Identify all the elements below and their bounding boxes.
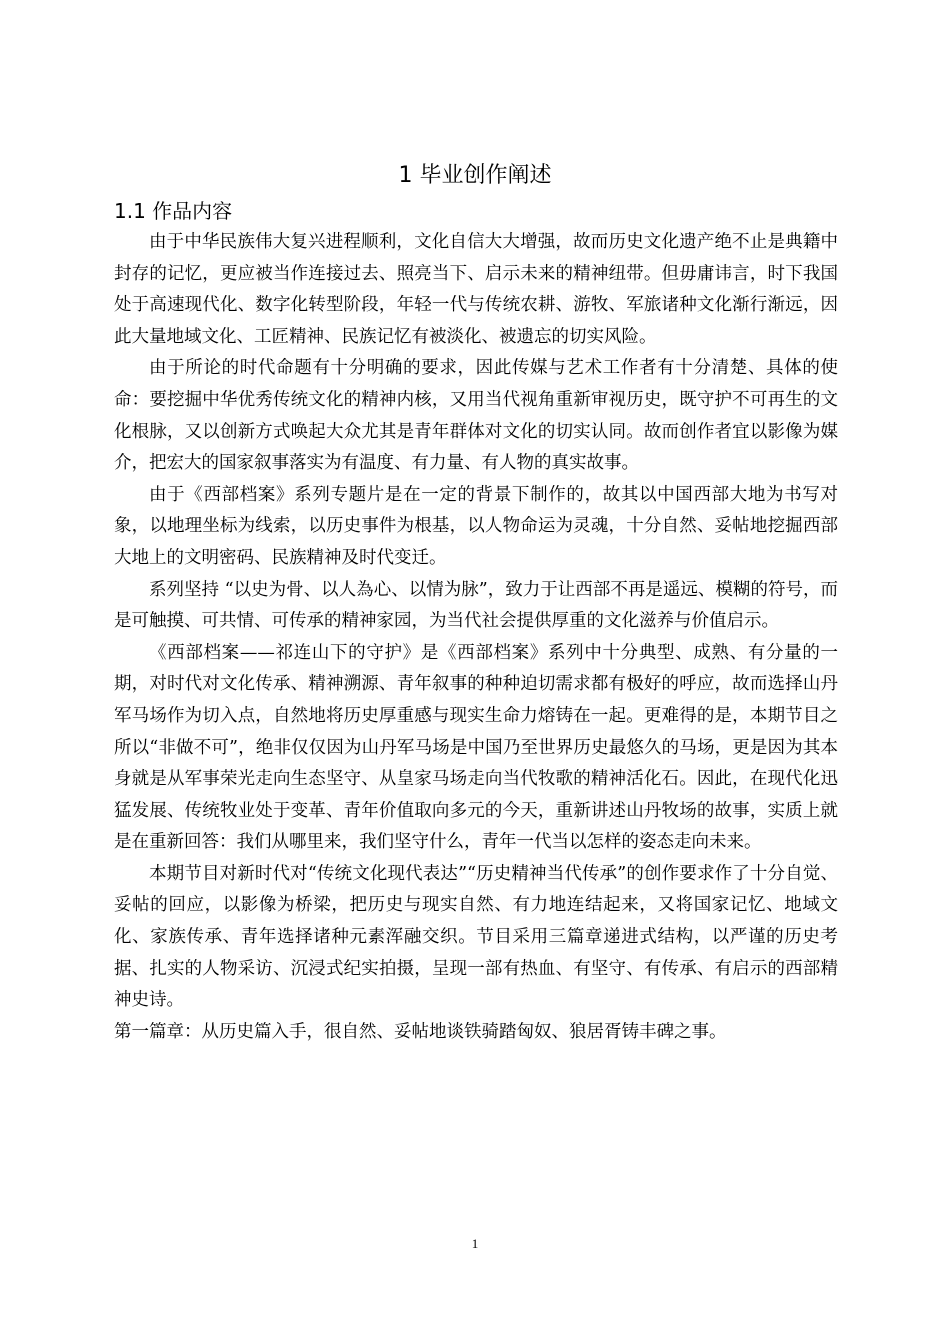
paragraph: 《西部档案——祁连山下的守护》是《西部档案》系列中十分典型、成熟、有分量的一期，对时代对文化传承、精神溯源、青年叙事的种种迫切需求都有极好的呼应，故而选择山丹军马场作为切入点，自然地将历史厚重感与现实生命力熔铸在一起。更难得的是，本期节目之所以“非做不可”，绝非仅仅因为山丹军马场是中国乃至世界历史最悠久的马场，更是因为其本身就是从军事荣光走向生态坚守、从皇家马场走向当代牧歌的精神活化石。因此，在现代化迅猛发展、传统牧业处于变革、青年价值取向多元的今天，重新讲述山丹牧场的故事，实质上就是在重新回答：我们从哪里来，我们坚守什么，青年一代当以怎样的姿态走向未来。 xyxy=(114,642,838,853)
page-number: 1 xyxy=(471,1236,479,1251)
paragraph: 系列坚持 “以史为骨、以人為心、以情为脉”，致力于让西部不再是遥远、模糊的符号，而是可触摸、可共情、可传承的精神家园，为当代社会提供厚重的文化滋养与价值启示。 xyxy=(114,579,838,632)
body-text xyxy=(114,227,838,1048)
paragraph: 第一篇章：从历史篇入手，很自然、妥帖地谈铁骑踏匈奴、狼居胥铸丰碑之事。 xyxy=(114,1021,727,1042)
paragraph: 由于中华民族伟大复兴进程顺利，文化自信大大增强，故而历史文化遗产绝不止是典籍中封存的记忆，更应被当作连接过去、照亮当下、启示未来的精神纽带。但毋庸讳言，时下我国处于高速现代化、数字化转型阶段，年轻一代与传统农耕、游牧、军旅诸种文化渐行渐远，因此大量地域文化、工匠精神、民族记忆有被淡化、被遗忘的切实风险。 xyxy=(114,232,838,347)
paragraph: 由于《西部档案》系列专题片是在一定的背景下制作的，故其以中国西部大地为书写对象，以地理坐标为线索，以历史事件为根基，以人物命运为灵魂，十分自然、妥帖地挖掘西部大地上的文明密码、民族精神及时代变迁。 xyxy=(114,484,838,568)
paragraph: 由于所论的时代命题有十分明确的要求，因此传媒与艺术工作者有十分清楚、具体的使命：要挖掘中华优秀传统文化的精神内核，又用当代视角重新审视历史，既守护不可再生的文化根脉，又以创新方式唤起大众尤其是青年群体对文化的切实认同。故而创作者宜以影像为媒介，把宏大的国家叙事落实为有温度、有力量、有人物的真实故事。 xyxy=(114,358,838,474)
paragraph: 本期节目对新时代对“传统文化现代表达”“历史精神当代传承”的创作要求作了十分自觉、妥帖的回应，以影像为桥梁，把历史与现实自然、有力地连结起来，又将国家记忆、地域文化、家族传承、青年选择诸种元素浑融交织。节目采用三篇章递进式结构，以严谨的历史考据、扎实的人物采访、沉浸式纪实拍摄，呈现一部有热血、有坚守、有传承、有启示的西部精神史诗。 xyxy=(114,863,838,1011)
chapter-title: 1 毕业创作阐述 xyxy=(398,163,552,188)
section-title: 1.1 作品内容 xyxy=(114,199,233,223)
